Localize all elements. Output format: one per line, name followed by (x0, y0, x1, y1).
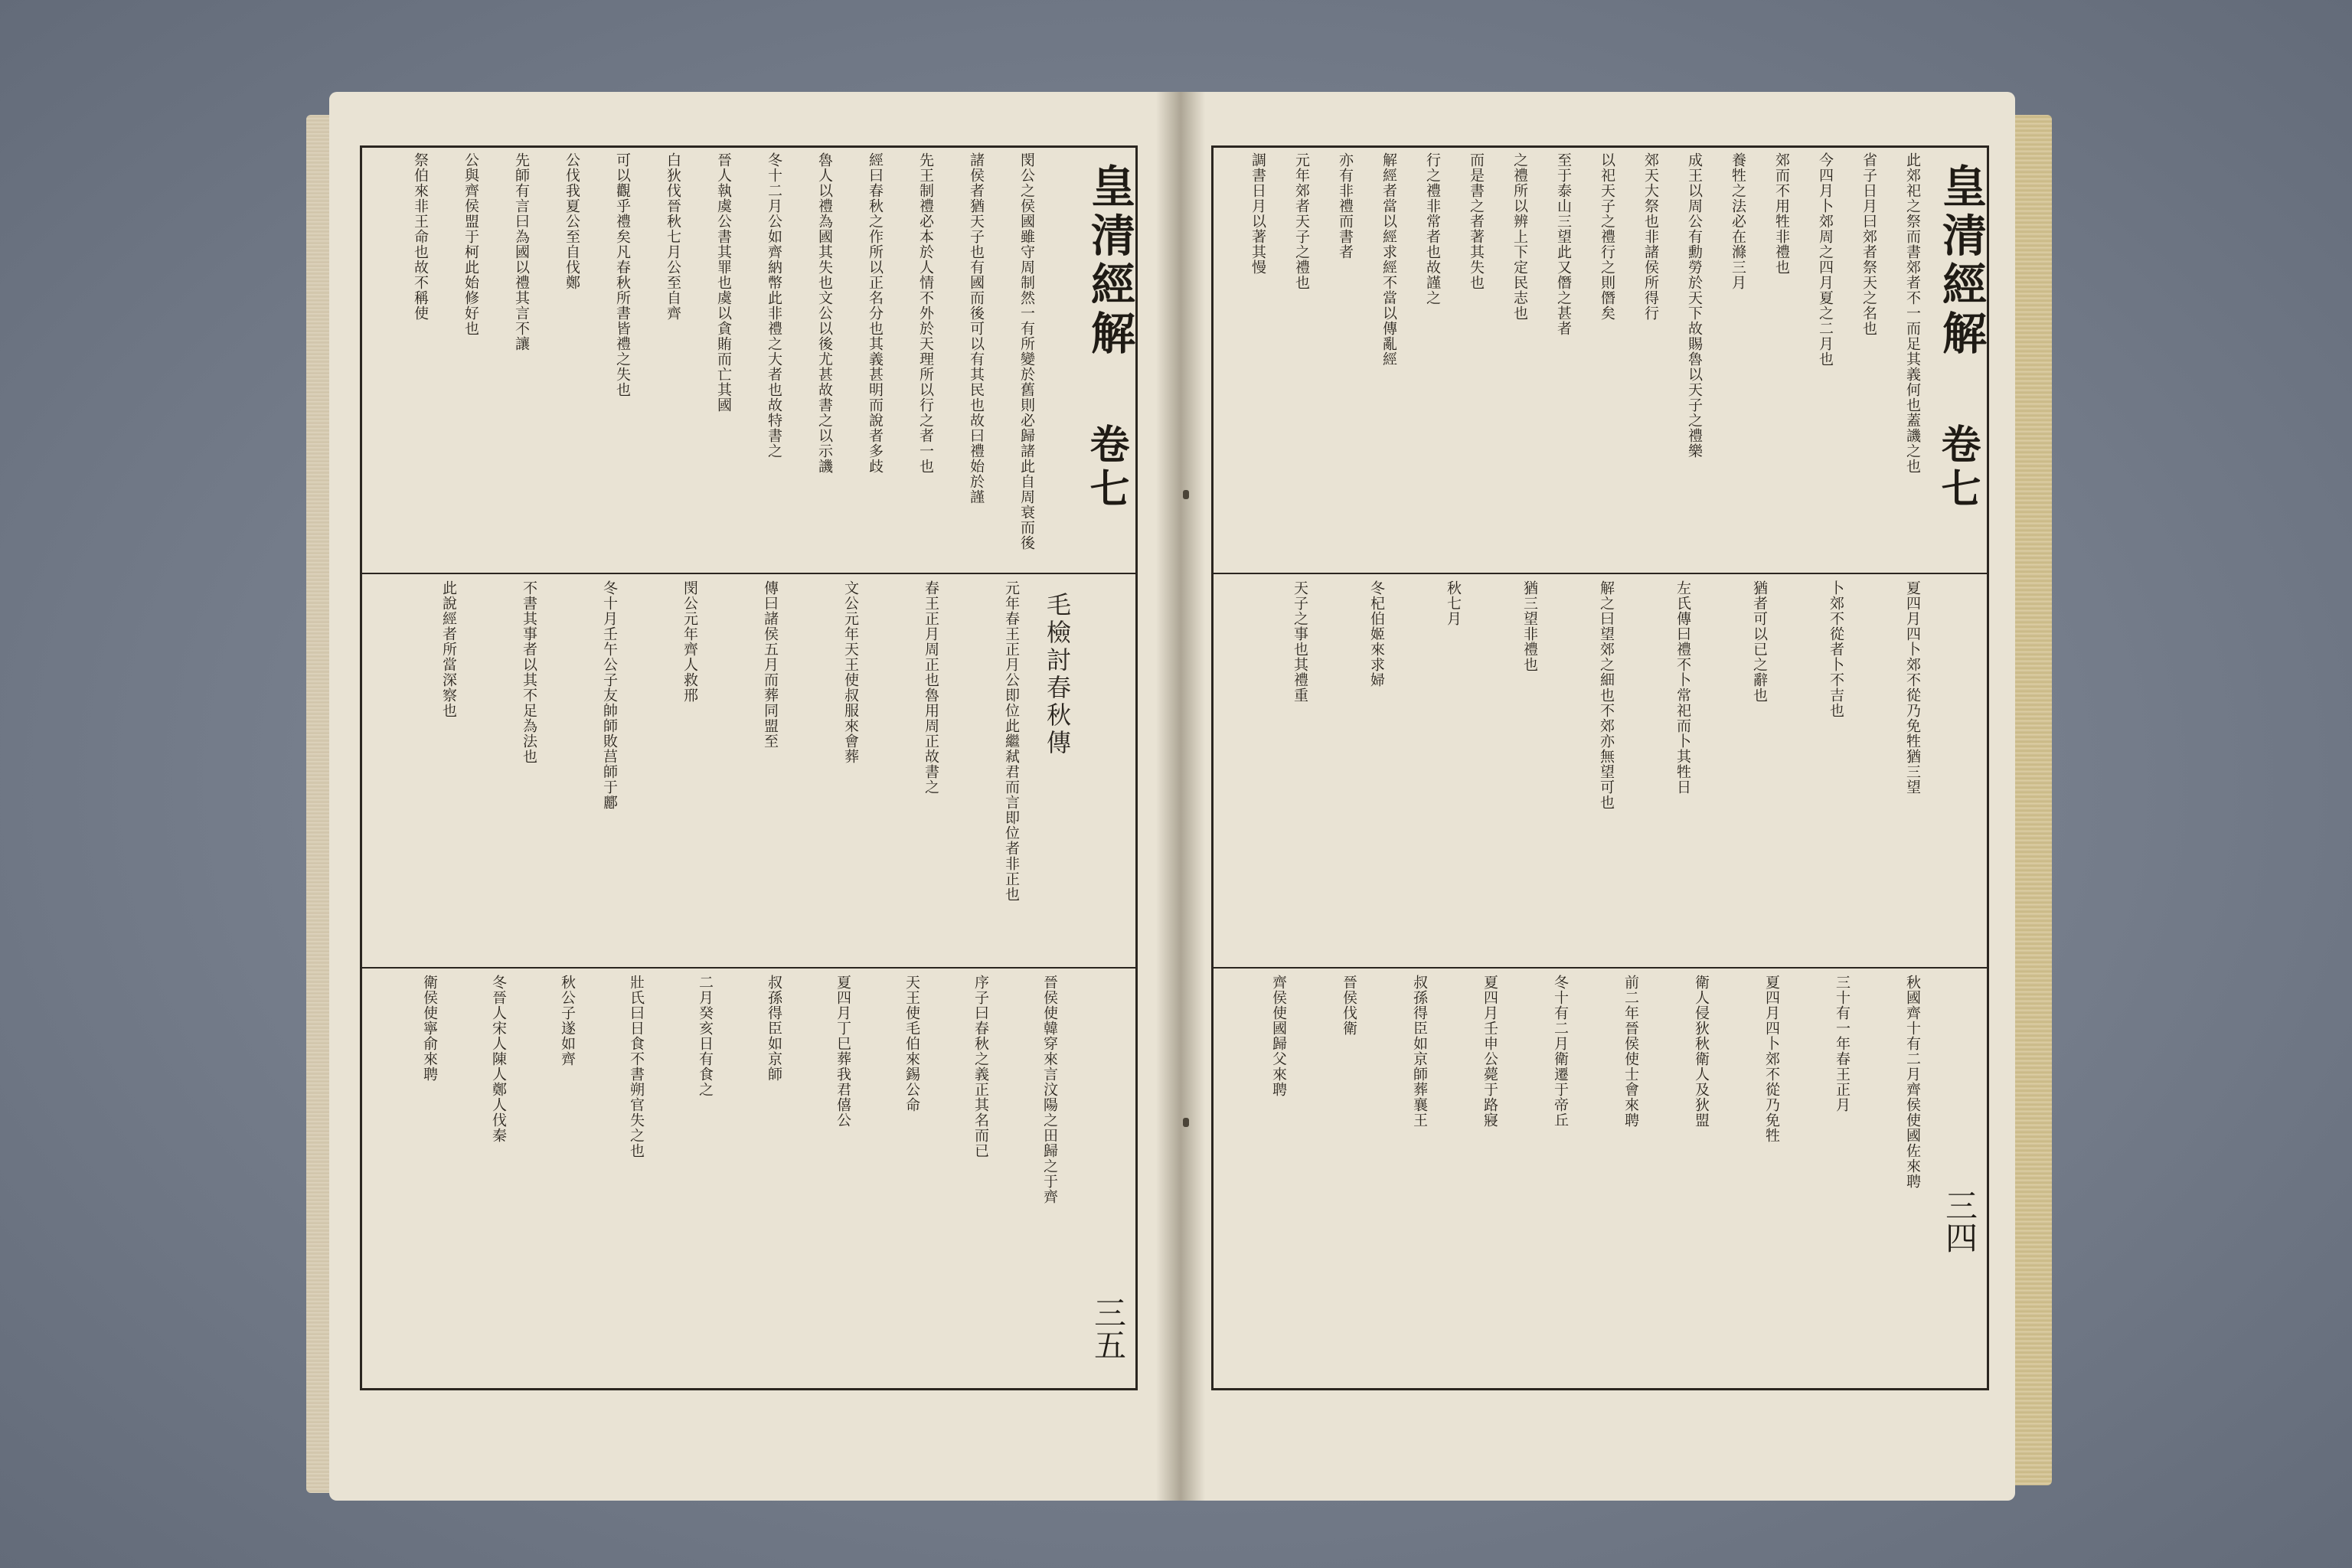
text-column: 此郊祀之祭而書郊者不一而足其義何也蓋譏之也 (1904, 152, 1921, 474)
left-band-bottom (362, 975, 1059, 1380)
text-column: 秋公子遂如齊 (559, 975, 576, 1067)
text-column: 三十有一年春王正月 (1834, 975, 1851, 1112)
text-column: 傳曰諸侯五月而葬同盟至 (762, 580, 779, 749)
binding-hole (1183, 490, 1189, 499)
band-divider (1214, 967, 1987, 969)
text-column: 冬十月壬午公子友帥師敗莒師于酈 (601, 580, 618, 810)
text-column: 以祀天子之禮行之則僭矣 (1599, 152, 1615, 321)
text-column: 猶者可以已之辭也 (1751, 580, 1768, 703)
left-band-mid (362, 580, 1021, 963)
text-column: 郊天大祭也非諸侯所得行 (1642, 152, 1659, 321)
text-column: 可以觀乎禮矣凡春秋所書皆禮之失也 (614, 152, 631, 397)
open-book (306, 92, 2052, 1501)
text-column: 郊而不用牲非禮也 (1773, 152, 1790, 275)
text-column: 公與齊侯盟于柯此始修好也 (462, 152, 479, 336)
text-column: 夏四月壬申公薨于路寢 (1481, 975, 1498, 1128)
text-column: 冬十有二月衛遷于帝丘 (1552, 975, 1569, 1128)
text-column: 二月癸亥日有食之 (697, 975, 714, 1097)
text-column: 秋國齊十有二月齊侯使國佐來聘 (1904, 975, 1921, 1189)
text-column: 此說經者所當深察也 (440, 580, 457, 718)
text-column: 經曰春秋之作所以正名分也其義甚明而說者多歧 (867, 152, 884, 474)
band-divider (362, 573, 1135, 574)
right-page-number: 三四 (1941, 1189, 1978, 1253)
right-band-bottom (1214, 975, 1922, 1380)
left-band-top (362, 152, 1036, 570)
text-column: 白狄伐晉秋七月公至自齊 (665, 152, 681, 321)
left-volume-label: 卷七 (1083, 423, 1129, 512)
text-column: 亦有非禮而書者 (1337, 152, 1354, 260)
text-column: 叔孫得臣如京師 (766, 975, 782, 1082)
text-column: 夏四月四卜郊不從乃免牲 (1763, 975, 1780, 1143)
text-column: 文公元年天王使叔服來會葬 (842, 580, 859, 764)
right-page (1181, 92, 2015, 1501)
text-column: 至于泰山三望此又僭之甚者 (1555, 152, 1572, 336)
text-column: 序子曰春秋之義正其名而已 (972, 975, 989, 1158)
text-column: 卜郊不從者卜不吉也 (1828, 580, 1844, 718)
left-page-frame (360, 145, 1138, 1390)
text-column: 衛侯使寧俞來聘 (421, 975, 438, 1082)
text-column: 調書日月以著其慢 (1250, 152, 1266, 275)
text-column: 齊侯使國歸父來聘 (1270, 975, 1287, 1097)
text-column: 閔公元年齊人救邢 (681, 580, 698, 703)
text-column: 閔公之侯國雖守周制然一有所變於舊則必歸諸此自周衰而後 (1018, 152, 1035, 550)
text-column: 先師有言曰為國以禮其言不讓 (513, 152, 530, 351)
left-page (329, 92, 1181, 1501)
text-column: 解之曰望郊之細也不郊亦無望可也 (1598, 580, 1615, 810)
left-margin-column (1074, 148, 1135, 1388)
text-column: 冬杞伯姬來求婦 (1368, 580, 1385, 688)
text-column: 公伐我夏公至自伐鄭 (564, 152, 580, 290)
text-column: 魯人以禮為國其失也文公以後尤甚故書之以示譏 (816, 152, 833, 474)
text-column: 秋七月 (1445, 580, 1462, 626)
text-column: 養牲之法必在滌三月 (1730, 152, 1746, 290)
book-gutter (1156, 92, 1205, 1501)
text-column: 不書其事者以其不足為法也 (521, 580, 537, 764)
right-band-mid (1214, 580, 1922, 963)
text-column: 晉侯使韓穿來言汶陽之田歸之于齊 (1041, 975, 1058, 1204)
text-column: 晉人執虞公書其罪也虞以貪賄而亡其國 (715, 152, 732, 413)
text-column: 而是書之者著其失也 (1468, 152, 1485, 290)
text-column: 衛人侵狄秋衛人及狄盟 (1693, 975, 1710, 1128)
left-side-note: 毛檢討春秋傳 (1043, 592, 1072, 757)
text-column: 天王使毛伯來錫公命 (903, 975, 920, 1112)
text-column: 天子之事也其禮重 (1292, 580, 1308, 703)
text-column: 猶三望非禮也 (1521, 580, 1538, 672)
right-band-top (1214, 152, 1922, 570)
text-column: 元年春王正月公即位此繼弒君而言即位者非正也 (1003, 580, 1020, 902)
text-column: 元年郊者天子之禮也 (1293, 152, 1310, 290)
text-column: 前二年晉侯使士會來聘 (1622, 975, 1639, 1128)
text-column: 行之禮非常者也故謹之 (1424, 152, 1441, 305)
band-divider (362, 967, 1135, 969)
right-banner-title: 皇清經解 (1935, 163, 1987, 359)
text-column: 春王正月周正也魯用周正故書之 (923, 580, 939, 795)
text-column: 省子日月曰郊者祭天之名也 (1860, 152, 1877, 336)
text-column: 諸侯者猶天子也有國而後可以有其民也故曰禮始於謹 (968, 152, 985, 505)
text-column: 叔孫得臣如京師葬襄王 (1411, 975, 1428, 1128)
text-column: 夏四月丁巳葬我君僖公 (835, 975, 851, 1128)
text-column: 之禮所以辨上下定民志也 (1511, 152, 1528, 321)
text-column: 壯氏曰日食不書朔官失之也 (628, 975, 645, 1158)
text-column: 冬十二月公如齊納幣此非禮之大者也故特書之 (766, 152, 782, 459)
text-column: 今四月卜郊周之四月夏之二月也 (1817, 152, 1834, 367)
text-column: 成王以周公有勳勞於天下故賜魯以天子之禮樂 (1686, 152, 1703, 459)
text-column: 解經者當以經求經不當以傳亂經 (1380, 152, 1397, 367)
binding-hole (1183, 1118, 1189, 1127)
text-column: 晉侯伐衛 (1341, 975, 1357, 1036)
right-volume-label: 卷七 (1934, 423, 1981, 512)
right-page-frame (1211, 145, 1989, 1390)
band-divider (1214, 573, 1987, 574)
text-column: 先王制禮必本於人情不外於天理所以行之者一也 (917, 152, 934, 474)
right-margin-column (1926, 148, 1987, 1388)
text-column: 左氏傳曰禮不卜常祀而卜其牲日 (1674, 580, 1691, 795)
left-banner-title: 皇清經解 (1083, 163, 1135, 359)
left-page-number: 三五 (1089, 1296, 1127, 1361)
text-column: 夏四月四卜郊不從乃免牲猶三望 (1904, 580, 1921, 795)
text-column: 祭伯來非王命也故不稱使 (412, 152, 429, 321)
text-column: 冬晉人宋人陳人鄭人伐秦 (490, 975, 507, 1143)
